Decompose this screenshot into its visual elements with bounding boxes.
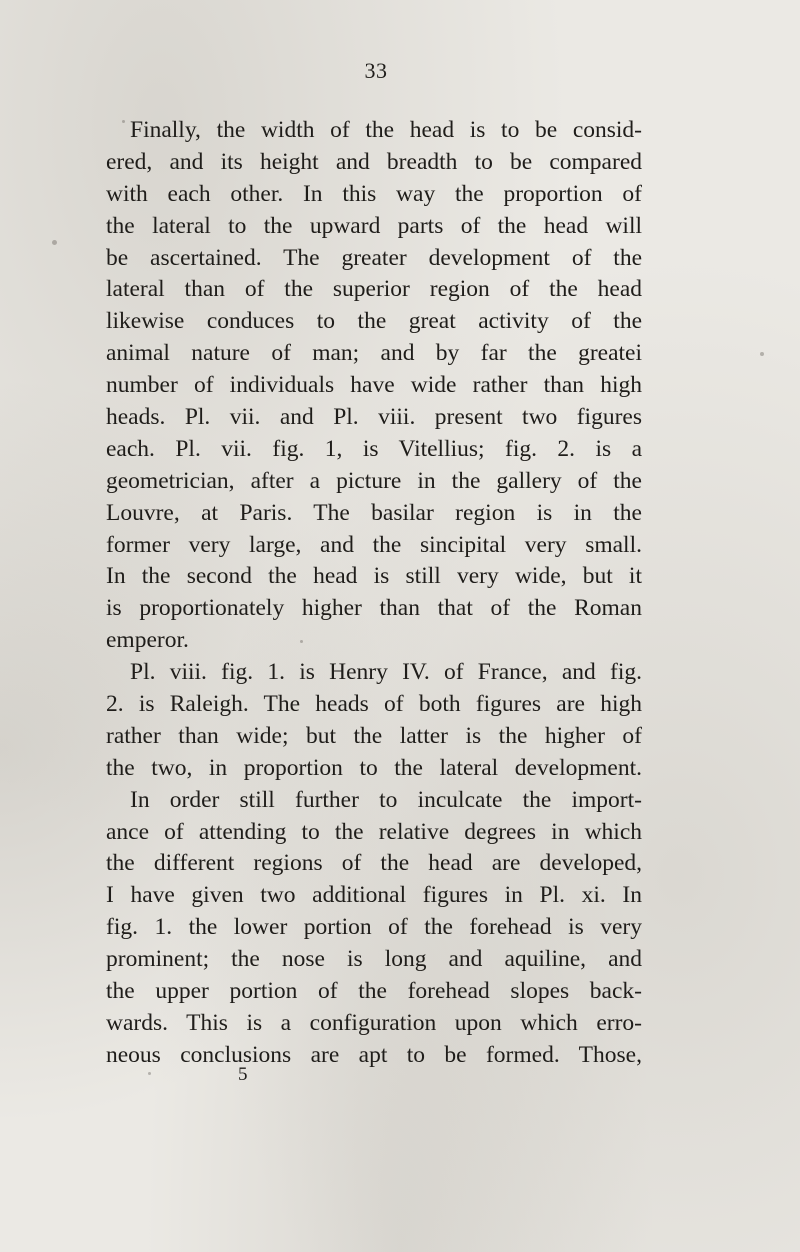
paper-speck: [760, 352, 764, 356]
text-line: neous conclusions are apt to be formed. Those,: [106, 1041, 642, 1068]
text-line: former very large, and the sincipital very small.: [106, 531, 642, 558]
text-line: prominent; the nose is long and aquiline, and: [106, 946, 642, 973]
body-text: [106, 115, 642, 1072]
text-line: ered, and its height and breadth to be compared: [106, 148, 642, 175]
page-number: 33: [364, 58, 388, 83]
text-line: rather than wide; but the latter is the higher of: [106, 722, 642, 749]
text-line: fig. 1. the lower portion of the forehead is very: [106, 914, 642, 941]
text-line: is proportionately higher than that of the Roman: [106, 595, 642, 622]
paper-speck: [148, 1072, 151, 1075]
text-line: animal nature of man; and by far the greatei: [106, 340, 642, 367]
text-line: with each other. In this way the proportion of: [106, 180, 642, 207]
text-line: the upper portion of the forehead slopes back-: [106, 978, 642, 1005]
text-line: emperor.: [106, 627, 189, 654]
text-line: In the second the head is still very wide, but it: [106, 563, 642, 590]
text-line: heads. Pl. vii. and Pl. viii. present two figures: [106, 404, 642, 431]
text-line: Pl. viii. fig. 1. is Henry IV. of France, and fig.: [130, 659, 642, 686]
text-line: ance of attending to the relative degrees in which: [106, 818, 642, 845]
text-line: number of individuals have wide rather than high: [106, 372, 642, 399]
signature-mark: 5: [238, 1064, 248, 1085]
text-line: 2. is Raleigh. The heads of both figures are high: [106, 691, 642, 718]
text-line: I have given two additional figures in Pl. xi. In: [106, 882, 642, 909]
text-line: each. Pl. vii. fig. 1, is Vitellius; fig. 2. is a: [106, 435, 642, 462]
text-line: geometrician, after a picture in the gallery of the: [106, 467, 642, 494]
text-line: the lateral to the upward parts of the head will: [106, 212, 642, 239]
text-line: wards. This is a configuration upon which erro-: [106, 1009, 642, 1036]
text-line: likewise conduces to the great activity of the: [106, 308, 642, 335]
paper-speck: [300, 640, 303, 643]
text-line: the different regions of the head are developed,: [106, 850, 642, 877]
text-line: Louvre, at Paris. The basilar region is in the: [106, 499, 642, 526]
paper-speck: [52, 240, 57, 245]
text-line: the two, in proportion to the lateral development.: [106, 754, 642, 781]
text-line: Finally, the width of the head is to be consid-: [130, 117, 642, 143]
text-line: lateral than of the superior region of the head: [106, 276, 642, 303]
paper-speck: [122, 120, 125, 123]
text-line: be ascertained. The greater development of the: [106, 244, 642, 271]
text-line: In order still further to inculcate the import-: [130, 786, 642, 813]
